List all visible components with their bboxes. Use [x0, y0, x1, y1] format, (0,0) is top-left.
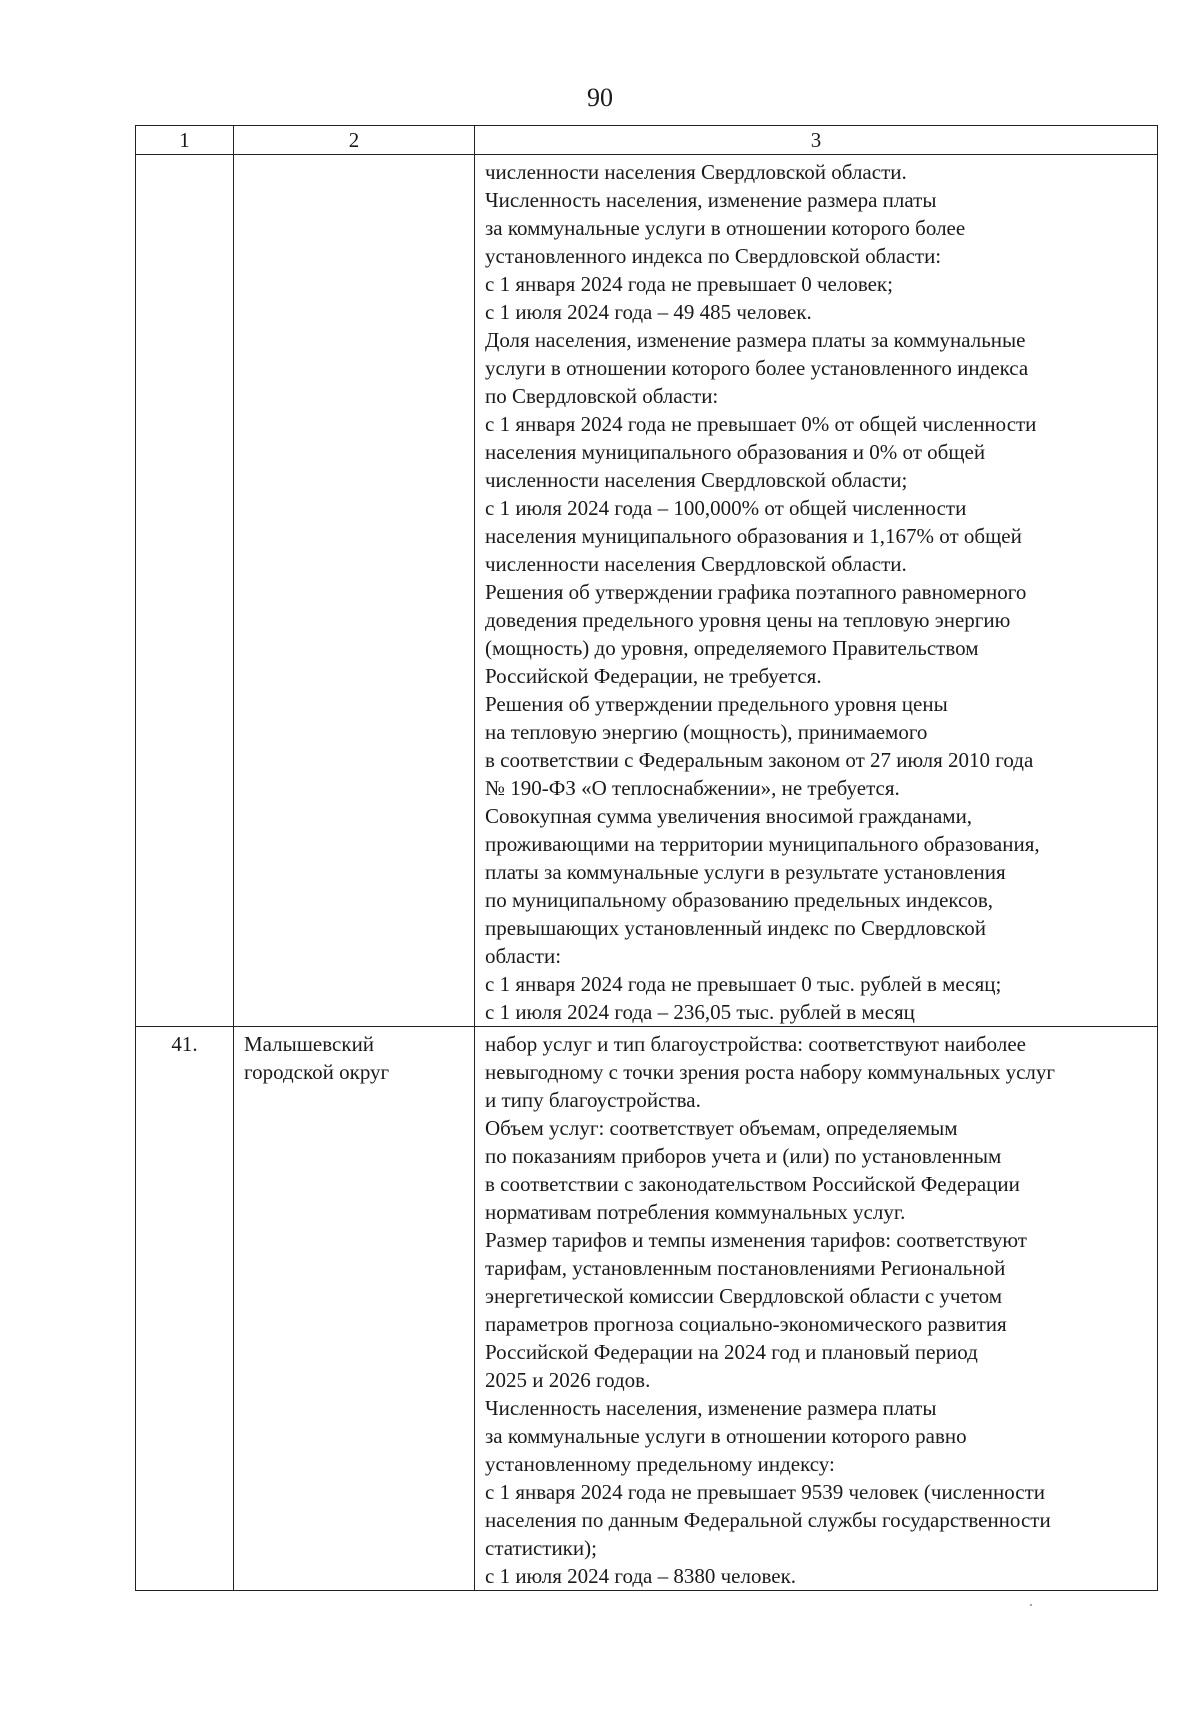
municipality-name-line: городской округ	[244, 1060, 390, 1084]
description-paragraph	[485, 1030, 1153, 1114]
description-line: Совокупная сумма увеличения вносимой гражданами,	[485, 804, 973, 828]
description-line: Доля населения, изменение размера платы за коммунальные	[485, 328, 1026, 352]
description-cell	[475, 155, 1158, 1027]
description-paragraph	[485, 186, 1153, 326]
description-line: проживающими на территории муниципального образования,	[485, 832, 1040, 856]
description-line: превышающих установленный индекс по Свердловской	[485, 916, 986, 940]
description-line: (мощность) до уровня, определяемого Правительством	[485, 636, 979, 660]
description-line: по показаниям приборов учета и (или) по установленным	[485, 1144, 1002, 1168]
description-line: Российской Федерации на 2024 год и плановый период	[485, 1340, 978, 1364]
description-line: Численность населения, изменение размера платы	[485, 1396, 937, 1420]
header-col-1: 1	[136, 126, 234, 155]
description-line: платы за коммунальные услуги в результате установления	[485, 860, 1006, 884]
description-paragraph	[485, 1114, 1153, 1226]
description-line: с 1 июля 2024 года – 100,000% от общей численности	[485, 496, 967, 520]
description-line: Российской Федерации, не требуется.	[485, 664, 822, 688]
description-line: Решения об утверждении графика поэтапного равномерного	[485, 580, 1027, 604]
description-line: населения муниципального образования и 0% от общей	[485, 440, 986, 464]
description-line: за коммунальные услуги в отношении которого более	[485, 216, 966, 240]
header-col-2: 2	[234, 126, 475, 155]
municipality-name-line: Малышевский	[244, 1032, 375, 1056]
table-row	[136, 1027, 1158, 1591]
municipality-name-cell	[234, 1027, 475, 1591]
header-col-3: 3	[475, 126, 1158, 155]
description-line: набор услуг и тип благоустройства: соответствуют наиболее	[485, 1032, 1026, 1056]
description-line: за коммунальные услуги в отношении которого равно	[485, 1424, 967, 1448]
table-row	[136, 155, 1158, 1027]
description-line: Объем услуг: соответствует объемам, определяемым	[485, 1116, 958, 1140]
description-line: по муниципальному образованию предельных индексов,	[485, 888, 994, 912]
scan-artifact-dot	[1030, 1604, 1032, 1606]
description-line: статистики);	[485, 1536, 597, 1560]
row-number-cell	[136, 155, 234, 1027]
description-line: параметров прогноза социально-экономического развития	[485, 1312, 1007, 1336]
description-line: с 1 июля 2024 года – 49 485 человек.	[485, 300, 812, 324]
description-line: и типу благоустройства.	[485, 1088, 701, 1112]
document-table	[135, 125, 1158, 1591]
description-paragraph	[485, 578, 1153, 690]
description-line: установленного индекса по Свердловской области:	[485, 244, 942, 268]
description-line: энергетической комиссии Свердловской области с учетом	[485, 1284, 1003, 1308]
description-line: численности населения Свердловской области.	[485, 160, 907, 184]
description-line: в соответствии с законодательством Российской Федерации	[485, 1172, 1020, 1196]
description-line: тарифам, установленным постановлениями Региональной	[485, 1256, 1006, 1280]
description-line: на тепловую энергию (мощность), принимаемого	[485, 720, 928, 744]
row-number-cell: 41.	[136, 1027, 234, 1591]
description-line: Численность населения, изменение размера платы	[485, 188, 937, 212]
description-line: численности населения Свердловской области;	[485, 468, 908, 492]
description-line: с 1 января 2024 года не превышает 0% от общей численности	[485, 412, 1037, 436]
description-line: с 1 июля 2024 года – 236,05 тыс. рублей в месяц	[485, 1000, 915, 1024]
description-line: в соответствии с Федеральным законом от 27 июля 2010 года	[485, 748, 1034, 772]
description-line: доведения предельного уровня цены на тепловую энергию	[485, 608, 1011, 632]
description-line: Размер тарифов и темпы изменения тарифов: соответствуют	[485, 1228, 1027, 1252]
description-line: Решения об утверждении предельного уровня цены	[485, 692, 948, 716]
description-line: услуги в отношении которого более установленного индекса	[485, 356, 1029, 380]
description-line: с 1 января 2024 года не превышает 0 тыс. рублей в месяц;	[485, 972, 1002, 996]
description-line: населения по данным Федеральной службы государственности	[485, 1508, 1051, 1532]
description-line: с 1 января 2024 года не превышает 0 человек;	[485, 272, 893, 296]
description-line: 2025 и 2026 годов.	[485, 1368, 651, 1392]
description-line: населения муниципального образования и 1,167% от общей	[485, 524, 1022, 548]
page-number: 90	[587, 83, 613, 112]
description-paragraph	[485, 802, 1153, 1026]
description-line: области:	[485, 944, 562, 968]
description-cell	[475, 1027, 1158, 1591]
description-line: с 1 января 2024 года не превышает 9539 человек (численности	[485, 1480, 1046, 1504]
description-line: установленному предельному индексу:	[485, 1452, 835, 1476]
description-line: № 190-ФЗ «О теплоснабжении», не требуется.	[485, 776, 900, 800]
description-line: численности населения Свердловской области.	[485, 552, 907, 576]
description-line: с 1 июля 2024 года – 8380 человек.	[485, 1564, 797, 1588]
description-paragraph	[485, 1394, 1153, 1590]
description-paragraph	[485, 690, 1153, 802]
description-paragraph	[485, 326, 1153, 578]
table-header-row	[136, 126, 1158, 155]
description-line: невыгодному с точки зрения роста набору коммунальных услуг	[485, 1060, 1056, 1084]
description-paragraph	[485, 1226, 1153, 1394]
municipality-name-cell	[234, 155, 475, 1027]
description-line: по Свердловской области:	[485, 384, 719, 408]
description-line: нормативам потребления коммунальных услуг.	[485, 1200, 906, 1224]
description-paragraph	[485, 158, 1153, 186]
